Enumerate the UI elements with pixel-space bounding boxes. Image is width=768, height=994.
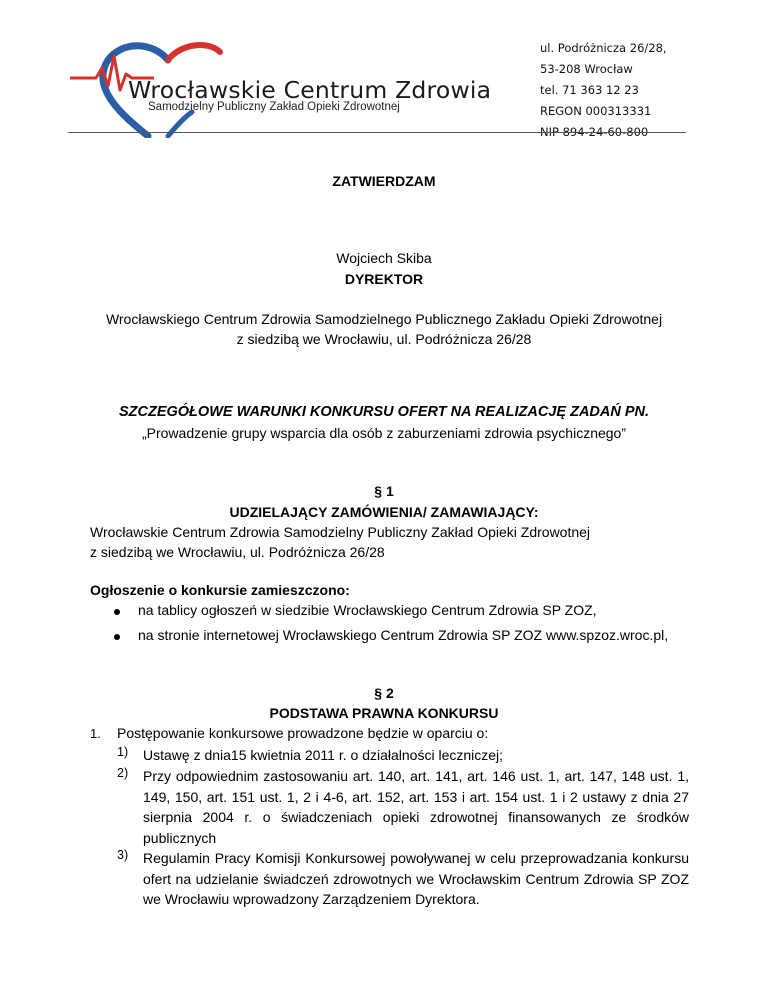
section-1-heading: UDZIELAJĄCY ZAMÓWIENIA/ ZAMAWIAJĄCY: (229, 504, 539, 520)
approval-heading: ZATWIERDZAM (332, 173, 436, 189)
approver-name: Wojciech Skiba (336, 250, 432, 266)
notice-heading: Ogłoszenie o konkursie zamieszczono: (90, 582, 350, 598)
address-line: NIP 894-24-60-800 (540, 125, 649, 139)
list-item-text: na tablicy ogłoszeń w siedzibie Wrocławskiego Centrum Zdrowia SP ZOZ, (138, 602, 597, 618)
list-item-text: Regulamin Pracy Komisji Konkursowej powoływanej w celu przeprowadzania konkursu ofert na udzielanie świadczeń zdrowotnych we Wrocławskim Centrum Zdrowia SP ZOZ we Wrocławiu wprowadzony Zarządzeniem Dyrektora. (143, 850, 689, 907)
logo (68, 38, 492, 138)
section-1-mark: § 1 (374, 483, 394, 499)
address-block (540, 38, 667, 143)
item-1-text: Postępowanie konkursowe prowadzone będzie w oparciu o: (117, 725, 489, 741)
item-1-number: 1. (90, 726, 101, 741)
section-2-mark: § 2 (374, 685, 394, 701)
document-subtitle: „Prowadzenie grupy wsparcia dla osób z zaburzeniami zdrowia psychicznego” (141, 425, 626, 441)
list-item-text: na stronie internetowej Wrocławskiego Centrum Zdrowia SP ZOZ www.spzoz.wroc.pl, (138, 627, 669, 643)
approver-role: DYREKTOR (344, 271, 424, 287)
institution-line-1: Wrocławskiego Centrum Zdrowia Samodzielnego Publicznego Zakładu Opieki Zdrowotnej (105, 311, 663, 327)
address-line: tel. 71 363 12 23 (540, 83, 639, 97)
logo-name: Wrocławskie Centrum Zdrowia (128, 76, 492, 104)
document-title: SZCZEGÓŁOWE WARUNKI KONKURSU OFERT NA REALIZACJĘ ZADAŃ PN. (118, 404, 650, 420)
list-item-number: 2) (117, 766, 129, 780)
address-line: REGON 000313331 (540, 104, 652, 118)
bullet-icon (114, 609, 120, 615)
section-1-line-2: z siedzibą we Wrocławiu, ul. Podróżnicza 26/28 (90, 544, 385, 560)
list-item-text: Przy odpowiednim zastosowaniu art. 140, art. 141, art. 146 ust. 1, art. 147, 148 ust. 1, 149, 150, art. 151 ust. 1, 2 i 4-6, art. 152, art. 153 i art. 154 ust. 1 i 2 ustawy z dnia 27 sierpnia 2004 r. o świadczeniach opieki zdrowotnej finansowanych ze środków publicznych (143, 768, 689, 846)
logo-subtitle: Samodzielny Publiczny Zakład Opieki Zdrowotnej (148, 101, 400, 113)
bullet-icon (114, 634, 120, 640)
section-2-heading: PODSTAWA PRAWNA KONKURSU (269, 705, 499, 721)
header-divider (68, 132, 686, 133)
institution-line-2: z siedzibą we Wrocławiu, ul. Podróżnicza 26/28 (236, 331, 532, 347)
address-line: 53-208 Wrocław (540, 62, 633, 76)
list-item-number: 3) (117, 848, 129, 862)
section-1-line-1: Wrocławskie Centrum Zdrowia Samodzielny Publiczny Zakład Opieki Zdrowotnej (90, 524, 591, 540)
address-line: ul. Podróżnicza 26/28, (540, 41, 667, 55)
list-item-number: 1) (117, 745, 129, 759)
list-item-text: Ustawę z dnia15 kwietnia 2011 r. o działalności leczniczej; (143, 747, 504, 763)
